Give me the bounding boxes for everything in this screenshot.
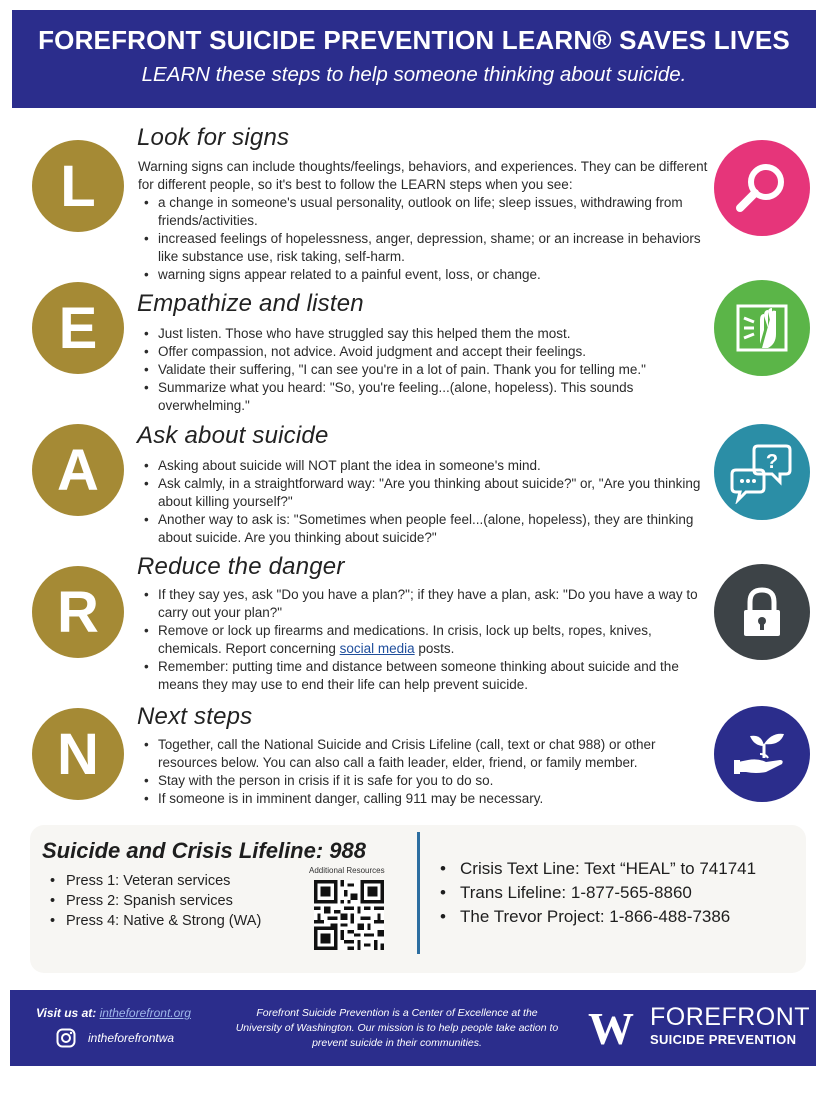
padlock-icon	[714, 564, 810, 660]
instagram-handle: intheforefrontwa	[88, 1031, 175, 1045]
letter-r-badge: R	[32, 566, 124, 658]
step-body	[138, 158, 708, 284]
step-intro: Warning signs can include thoughts/feelings, behaviors, and experiences. They can be different for different people, so it's best to follow the LEARN steps when you see:	[138, 159, 708, 192]
list-item: • Crisis Text Line: Text “HEAL” to 741741	[440, 857, 756, 881]
forefront-brand	[650, 1002, 810, 1047]
uw-logo-icon	[580, 1004, 642, 1050]
hand-holding-plant-icon	[714, 706, 810, 802]
magnifying-glass-icon	[714, 140, 810, 236]
list-item: • Press 2: Spanish services	[50, 891, 261, 911]
qr-label: Additional Resources	[309, 866, 385, 875]
qr-code-icon[interactable]	[314, 880, 384, 950]
list-item: • Ask calmly, in a straightforward way: "Are you thinking about suicide?" or, "Are you thinking about killing yourself?"	[158, 475, 708, 511]
list-item: • a change in someone's usual personality, outlook on life; sleep issues, withdrawing from friends/activities.	[158, 194, 708, 230]
list-item: • Trans Lifeline: 1-877-565-8860	[440, 881, 756, 905]
list-item: • If they say yes, ask "Do you have a plan?"; if they have a plan, ask: "Do you have a way to carry out your plan?"	[158, 586, 708, 622]
website-link[interactable]: intheforefront.org	[99, 1006, 191, 1020]
list-item: • Press 4: Native & Strong (WA)	[50, 911, 261, 931]
mission-statement: Forefront Suicide Prevention is a Center of Excellence at the University of Washington. Our mission is to help people take action to prevent suicide in their communities.	[235, 1007, 559, 1049]
list-item: • Stay with the person in crisis if it is safe for you to do so.	[158, 772, 708, 790]
list-item: • Press 1: Veteran services	[50, 871, 261, 891]
list-item: • Another way to ask is: "Sometimes when people feel...(alone, hopeless), they are thinking about suicide. Are you thinking about suicide?"	[158, 511, 708, 547]
lifeline-options	[50, 871, 261, 931]
instagram-icon	[56, 1028, 76, 1048]
social-media-link[interactable]: social media	[339, 641, 415, 656]
instagram-line[interactable]	[56, 1028, 174, 1048]
letter-l-badge: L	[32, 140, 124, 232]
brand-tagline: SUICIDE PREVENTION	[650, 1032, 797, 1047]
list-item: • The Trevor Project: 1-866-488-7386	[440, 905, 756, 929]
page-title: FOREFRONT SUICIDE PREVENTION LEARN® SAVES LIVES	[38, 25, 790, 55]
step-title: Look for signs	[137, 124, 290, 151]
brand-name: FOREFRONT	[650, 1003, 811, 1031]
list-item: • Asking about suicide will NOT plant the idea in someone's mind.	[158, 457, 708, 475]
list-item: • If someone is in imminent danger, calling 911 may be necessary.	[158, 790, 708, 808]
step-body	[138, 586, 708, 694]
step-title: Empathize and listen	[137, 290, 364, 317]
footer-banner	[10, 990, 816, 1066]
step-title: Reduce the danger	[137, 553, 345, 580]
uw-logo-letter: W	[588, 1004, 634, 1050]
list-item: • Remember: putting time and distance between someone thinking about suicide and the means they may use to end their life can help prevent suicide.	[158, 658, 708, 694]
step-title: Next steps	[137, 703, 253, 730]
letter-n-badge: N	[32, 708, 124, 800]
list-item: • increased feelings of hopelessness, anger, depression, shame; or an increase in behaviors like substance use, risk taking, self-harm.	[158, 230, 708, 266]
list-item	[158, 622, 708, 658]
list-item: • Summarize what you heard: "So, you're feeling...(alone, hopeless). This sounds overwhelming."	[158, 379, 708, 415]
letter-e-badge: E	[32, 282, 124, 374]
crisis-resources	[440, 857, 756, 929]
step-body	[138, 325, 708, 415]
svg-text:?: ?	[765, 451, 779, 473]
list-item: • Just listen. Those who have struggled say this helped them the most.	[158, 325, 708, 343]
step-title: Ask about suicide	[137, 422, 329, 449]
list-item-text: posts.	[414, 641, 455, 656]
speech-bubbles-icon	[714, 424, 810, 520]
header-banner	[12, 10, 816, 108]
step-body	[138, 457, 708, 547]
page-subtitle: LEARN these steps to help someone thinking about suicide.	[141, 63, 687, 86]
lifeline-title: Suicide and Crisis Lifeline: 988	[42, 838, 366, 863]
list-item: • Validate their suffering, "I can see you're in a lot of pain. Thank you for telling me."	[158, 361, 708, 379]
letter-a-badge: A	[32, 424, 124, 516]
list-item: • Together, call the National Suicide and Crisis Lifeline (call, text or chat 988) or other resources below. You can also call a faith leader, elder, friend, or family member.	[158, 736, 708, 772]
step-body	[138, 736, 708, 808]
section-divider	[417, 832, 420, 954]
listening-ear-icon	[714, 280, 810, 376]
list-item-text: Remove or lock up firearms and medications. In crisis, lock up belts, ropes, knives, chemicals. Report concerning	[158, 623, 652, 656]
list-item: • warning signs appear related to a painful event, loss, or change.	[158, 266, 708, 284]
list-item: • Offer compassion, not advice. Avoid judgment and accept their feelings.	[158, 343, 708, 361]
visit-line	[36, 1006, 191, 1020]
visit-label: Visit us at:	[36, 1006, 97, 1020]
